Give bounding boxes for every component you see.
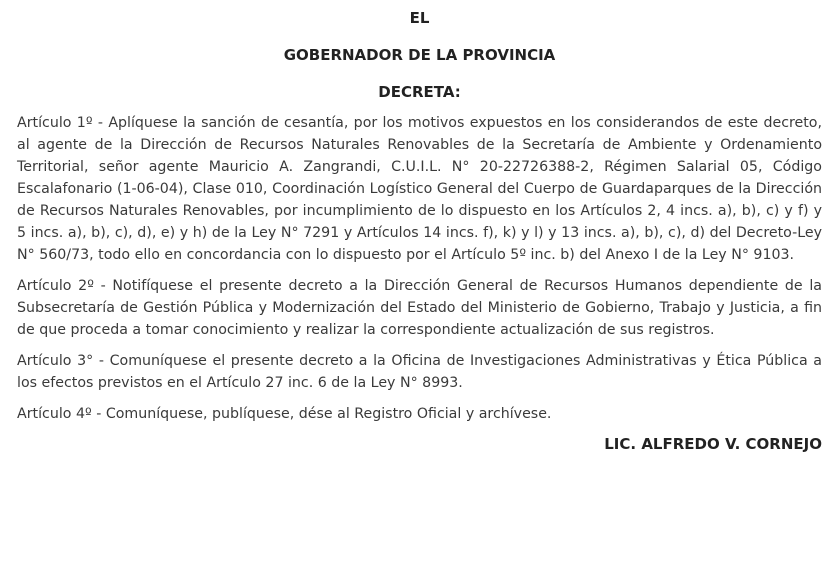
article-4: Artículo 4º - Comuníquese, publíquese, dése al Registro Oficial y archívese. — [17, 406, 552, 422]
signature: LIC. ALFREDO V. CORNEJO — [604, 435, 822, 453]
article-2: Artículo 2º - Notifíquese el presente decreto a la Dirección General de Recursos Humanos dependiente de la Subsecretaría de Gestión Pública y Modernización del Estado del Ministerio de Gobierno, Trabajo y Justicia, a fin de que proceda a tomar conocimiento y realizar la correspondiente actualización de sus registros. — [17, 278, 822, 338]
heading-decreta: DECRETA: — [378, 83, 461, 101]
heading-governor: GOBERNADOR DE LA PROVINCIA — [283, 46, 556, 64]
article-3: Artículo 3° - Comuníquese el presente decreto a la Oficina de Investigaciones Administrativas y Ética Pública a los efectos previstos en el Artículo 27 inc. 6 de la Ley N° 8993. — [17, 353, 822, 391]
heading-el: EL — [409, 9, 430, 27]
article-1: Artículo 1º - Aplíquese la sanción de cesantía, por los motivos expuestos en los considerandos de este decreto, al agente de la Dirección de Recursos Naturales Renovables de la Secretaría de Ambiente y Ordenamiento Territorial, señor agente Mauricio A. Zangrandi, C.U.I.L. N° 20-22726388-2, Régimen Salarial 05, Código Escalafonario (1-06-04), Clase 010, Coordinación Logístico General del Cuerpo de Guardaparques de la Dirección de Recursos Naturales Renovables, por incumplimiento de lo dispuesto en los Artículos 2, 4 incs. a), b), c) y f) y 5 incs. a), b), c), d), e) y h) de la Ley N° 7291 y Artículos 14 incs. f), k) y l) y 13 incs. a), b), c), d) del Decreto-Ley N° 560/73, todo ello en concordancia con lo dispuesto por el Artículo 5º inc. b) del Anexo I de la Ley N° 9103. — [17, 115, 822, 263]
